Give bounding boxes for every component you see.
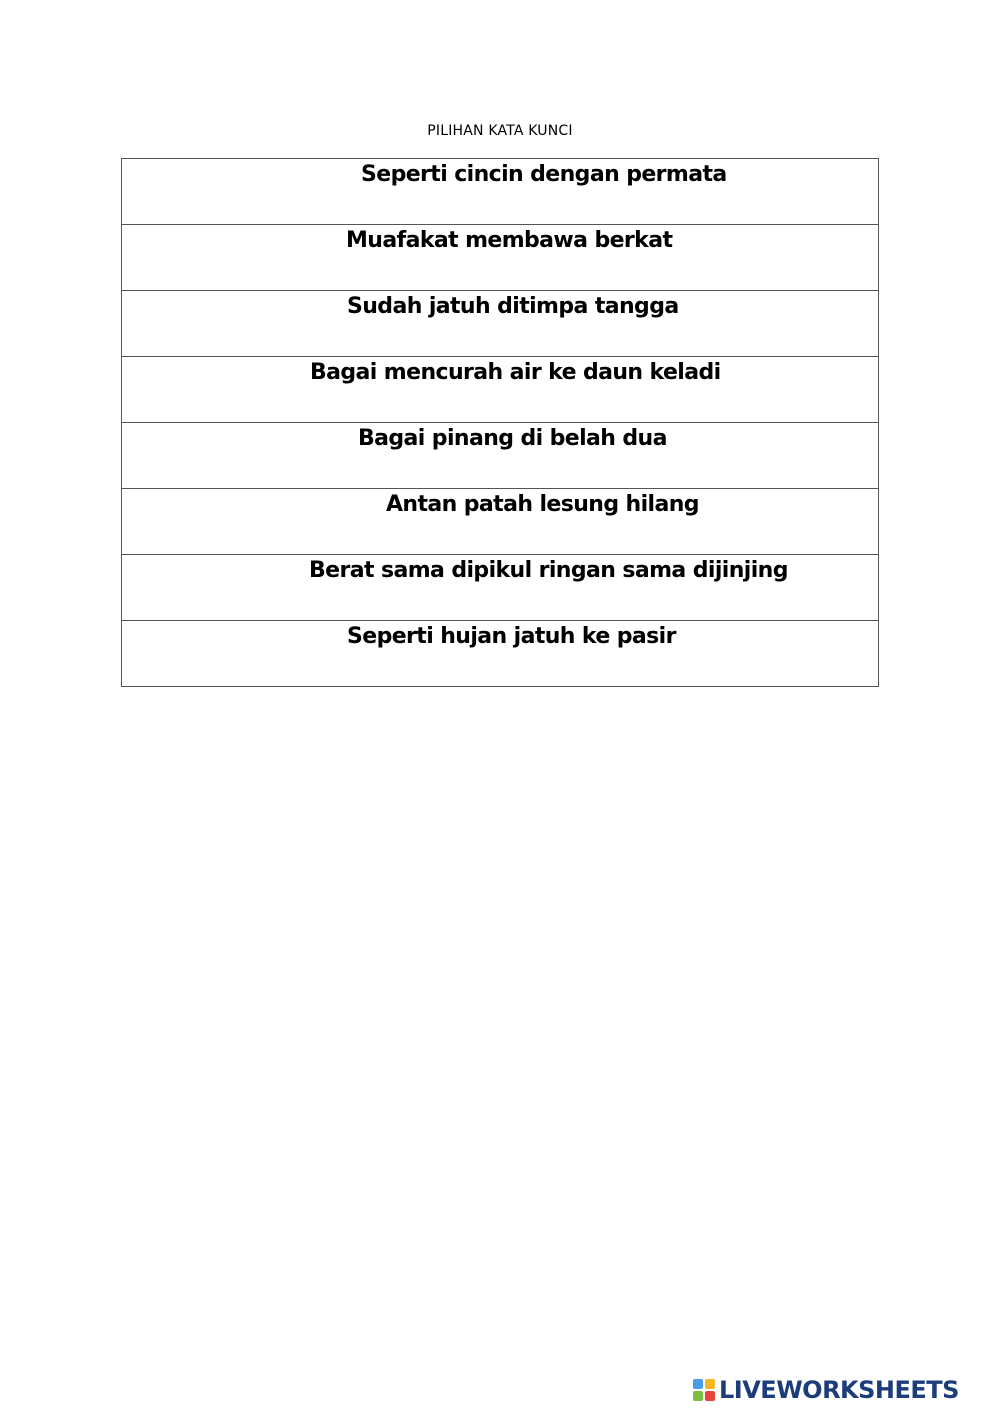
table-cell: [122, 291, 879, 357]
logo-square: [693, 1391, 703, 1401]
keyword-text: Berat sama dipikul ringan sama dijinjing: [309, 558, 788, 583]
table-row: [122, 621, 879, 687]
table-cell: [122, 621, 879, 687]
keyword-table: [121, 158, 879, 687]
table-row: [122, 291, 879, 357]
table-row: [122, 555, 879, 621]
logo-text: LIVEWORKSHEETS: [719, 1376, 959, 1404]
logo-square: [705, 1391, 715, 1401]
table-row: [122, 423, 879, 489]
table-cell: [122, 225, 879, 291]
keyword-text: Seperti hujan jatuh ke pasir: [347, 624, 676, 649]
logo-square: [705, 1379, 715, 1389]
keyword-text: Bagai mencurah air ke daun keladi: [310, 360, 721, 385]
logo-square: [693, 1379, 703, 1389]
liveworksheets-logo: [693, 1375, 959, 1405]
page-title: PILIHAN KATA KUNCI: [427, 123, 573, 139]
keyword-text: Bagai pinang di belah dua: [358, 426, 667, 451]
table-row: [122, 159, 879, 225]
keyword-text: Seperti cincin dengan permata: [361, 162, 727, 187]
table-cell: [122, 159, 879, 225]
table-cell: [122, 357, 879, 423]
table-cell: [122, 423, 879, 489]
keyword-text: Antan patah lesung hilang: [386, 492, 699, 517]
table-row: [122, 225, 879, 291]
keyword-text: Sudah jatuh ditimpa tangga: [347, 294, 679, 319]
table-cell: [122, 555, 879, 621]
table-row: [122, 357, 879, 423]
table-cell: [122, 489, 879, 555]
keyword-text: Muafakat membawa berkat: [346, 228, 673, 253]
table-row: [122, 489, 879, 555]
logo-icon: [693, 1379, 715, 1401]
